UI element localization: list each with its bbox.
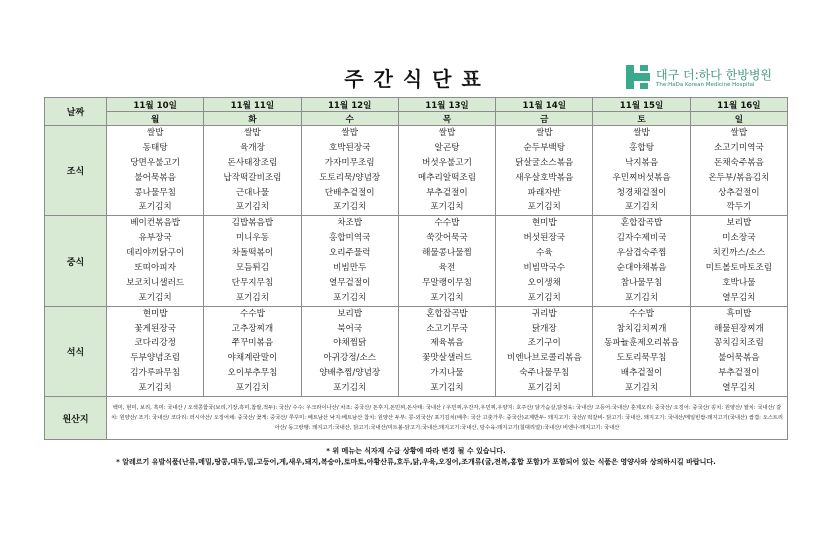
- meal-row: [45, 306, 788, 396]
- menu-item: 차돌떡볶이: [231, 248, 274, 259]
- menu-item: 단배추겉절이: [324, 187, 375, 198]
- menu-item: 흑미밥: [726, 308, 752, 319]
- menu-item: 육개장: [239, 142, 265, 153]
- menu-item: 포기김치: [527, 383, 561, 394]
- menu-item: 새우살호박볶음: [515, 172, 574, 183]
- day-header: 화: [204, 112, 301, 126]
- weekly-menu-table: [44, 97, 788, 440]
- menu-item: 불어묵볶음: [718, 353, 760, 364]
- menu-item: 혼합잡곡밥: [620, 218, 663, 229]
- meal-cell: [107, 216, 204, 306]
- meal-label: 조식: [45, 126, 107, 216]
- day-header: 수: [301, 112, 398, 126]
- hospital-cross-icon: [626, 65, 650, 89]
- menu-item: 두부양념조림: [130, 353, 181, 364]
- menu-item: 순대야채볶음: [616, 263, 667, 274]
- menu-item: 쌀밥: [633, 128, 650, 138]
- menu-item: 열무김치: [722, 383, 756, 394]
- menu-item: 청경채겉절이: [616, 187, 667, 198]
- menu-item: 도토리묵무침: [616, 353, 667, 364]
- menu-item: 숙주나물무침: [519, 368, 570, 379]
- menu-item: 참나물무침: [620, 277, 663, 288]
- day-header: 금: [496, 112, 593, 126]
- day-header: 월: [107, 112, 204, 126]
- menu-item: 알곤탕: [434, 142, 460, 153]
- menu-item: 우민찌버섯볶음: [612, 172, 671, 183]
- origin-label: 원산지: [45, 397, 107, 440]
- menu-item: 포기김치: [138, 383, 172, 394]
- page-title: 주간식단표: [344, 67, 491, 91]
- menu-item: 홍합미역국: [328, 233, 371, 244]
- menu-item: 야채찜닭: [333, 338, 367, 349]
- menu-item: 상추겉절이: [718, 187, 760, 198]
- notice-line-2: * 알레르기 유발식품(난류,메밀,땅콩,대두,밀,고등어,게,새우,돼지,복숭아,토마토,아황산류,호두,닭,우육,오징어,조개류(굴,전복,홍합 포함)가 포함되어 있는 식품은 영양사와 상의하시길 바랍니다.: [116, 458, 716, 466]
- menu-item: 보리밥: [337, 308, 363, 319]
- origin-text: 백미, 현미, 보리, 흑미: 국내산 / 오색콩함국(보리,기장,흑미,찹쌀,적두): 국산/ 수수: 우크라이나산/ 차조: 중국산/ 돈후지,돈민찌,돈사태: 국내산 / 우민찌,우잔각,우민찌,우양지: 호주산/ 닭가슴살,닭정육: 국내산/ 고등어:국내산/ 훈제오리: 중국산/ 오징어: 중국산/ 꽁치: 원양산/ 쌀치: 국내산/ 갈치: 원양산/ 조기: 국내산/ 코다리: 러시아산/ 오징어채: 중국산/ 꽃게: 중국산/ 쭈꾸미: 베트남산 낙지:베트남산 참치: 원양산 두부: 콩-외국산/ 포기김치(배추: 국산 고춧가루: 중국산)교제반두- 돼지고기: 국산// 떡갈비- 닭고기: 국내산, 돼지고기: 국내산/메일빈쌈-돼지고기(국내산) 쌈겹: 오스트리아산/ 동그랑땡: 돼지고기:국내산, 닭고기:국내산/미트볼-닭고기:국내산,돼지고기:국내산, 탕수육-돼지고기(칠대리얼):국내산/ 비엔나-돼지고기: 국내산: [107, 397, 788, 440]
- menu-item: 도토리묵/양념장: [319, 172, 381, 183]
- day-header: 목: [398, 112, 495, 126]
- menu-item: 참치김치찌개: [616, 323, 667, 334]
- menu-item: 꽃게된장국: [134, 323, 176, 334]
- menu-item: 차조밥: [337, 218, 363, 229]
- origin-row: [45, 397, 788, 440]
- menu-item: 온두부/볶음김치: [708, 172, 770, 183]
- meal-label: 중식: [45, 216, 107, 306]
- menu-item: 양배추찜/양념장: [319, 368, 381, 379]
- menu-item: 소고기미역국: [713, 142, 764, 153]
- meal-row: [45, 216, 788, 306]
- menu-item: 혼합잡곡밥: [426, 308, 468, 319]
- date-header: 11월 12일: [301, 98, 398, 112]
- menu-item: 조기구이: [527, 338, 561, 349]
- meal-cell: [301, 306, 398, 396]
- menu-item: 포기김치: [624, 292, 659, 303]
- menu-item: 보리밥: [726, 218, 752, 229]
- date-header-row: [45, 98, 788, 112]
- menu-item: 닭살굴소스볶음: [515, 157, 574, 168]
- menu-item: 포기김치: [430, 202, 464, 213]
- menu-item: 보코치니샐러드: [126, 277, 185, 288]
- meal-cell: [593, 306, 690, 396]
- menu-item: 쌀밥: [535, 128, 553, 138]
- day-header-row: [45, 112, 788, 126]
- meal-cell: [398, 306, 495, 396]
- menu-item: 버섯된장국: [523, 233, 566, 244]
- menu-item: 포기김치: [527, 292, 561, 303]
- menu-item: 꽃맛살샐러드: [422, 353, 472, 364]
- menu-item: 제육볶음: [430, 338, 464, 349]
- menu-item: 꽁치김치조림: [713, 338, 764, 349]
- menu-item: 고추장찌개: [231, 323, 274, 334]
- hospital-name: 대구 더:하다 한방병원: [656, 68, 773, 82]
- menu-item: 김밥볶음밥: [231, 218, 274, 229]
- menu-item: 납작떡갈비조림: [223, 172, 282, 183]
- menu-item: 북어국: [337, 323, 363, 334]
- date-header: 11월 10일: [107, 98, 204, 112]
- menu-item: 오이부추무침: [227, 368, 278, 379]
- date-header: 11월 14일: [496, 98, 593, 112]
- meal-cell: [593, 126, 690, 216]
- menu-item: 쑥갓어묵국: [426, 233, 468, 244]
- menu-item: 파래자반: [527, 187, 561, 198]
- menu-item: 포기김치: [624, 383, 659, 394]
- menu-item: 현미밥: [531, 218, 557, 229]
- menu-item: 호박나물: [722, 277, 756, 288]
- menu-item: 가지나물: [430, 368, 464, 379]
- menu-item: 동태탕: [142, 142, 168, 153]
- menu-item: 야채계란말이: [227, 353, 278, 364]
- menu-item: 포기김치: [235, 292, 270, 303]
- meal-cell: [496, 126, 593, 216]
- menu-item: 포기김치: [430, 292, 464, 303]
- menu-item: 수육: [535, 248, 553, 259]
- menu-item: 비빔만두: [333, 263, 367, 274]
- menu-item: 돈사태장조림: [227, 157, 278, 168]
- meal-cell: [301, 126, 398, 216]
- meal-cell: [107, 126, 204, 216]
- menu-item: 부추겉절이: [718, 368, 760, 379]
- meal-label: 석식: [45, 306, 107, 396]
- menu-item: 부추겉절이: [426, 187, 468, 198]
- menu-item: 귀리밥: [531, 308, 557, 319]
- meal-row: [45, 126, 788, 216]
- menu-item: 데리야끼닭구이: [126, 248, 185, 259]
- meal-cell: [398, 216, 495, 306]
- menu-item: 쌀밥: [244, 128, 261, 138]
- menu-item: 포기김치: [138, 202, 172, 213]
- menu-item: 무말랭이무침: [422, 277, 472, 288]
- menu-item: 쌀밥: [730, 128, 748, 138]
- menu-item: 단무지무침: [231, 277, 274, 288]
- meal-cell: [398, 126, 495, 216]
- menu-item: 우삼겹숙주찜: [616, 248, 667, 259]
- menu-item: 닭개장: [531, 323, 557, 334]
- menu-item: 불어묵볶음: [134, 172, 176, 183]
- menu-item: 해물콩나물찜: [422, 248, 472, 259]
- menu-item: 미니우동: [235, 233, 270, 244]
- date-column-header: 날짜: [45, 98, 107, 126]
- menu-item: 버섯우불고기: [422, 157, 472, 168]
- meal-cell: [301, 216, 398, 306]
- menu-item: 포기김치: [235, 202, 270, 213]
- menu-item: 육전: [438, 263, 456, 274]
- menu-item: 수수밥: [434, 218, 460, 229]
- meal-cell: [496, 306, 593, 396]
- menu-item: 모듬튀김: [235, 263, 270, 274]
- menu-item: 낙지볶음: [624, 157, 659, 168]
- date-header: 11월 13일: [398, 98, 495, 112]
- menu-item: 소고기무국: [426, 323, 468, 334]
- menu-item: 호박된장국: [328, 142, 371, 153]
- menu-item: 동파뉼훈제오리볶음: [604, 338, 679, 349]
- date-header: 11월 11일: [204, 98, 301, 112]
- menu-item: 콩나물무침: [134, 187, 176, 198]
- hospital-subtitle: The:HaDa Korean Medicine Hospital: [656, 82, 755, 88]
- menu-item: 수수밥: [239, 308, 265, 319]
- menu-item: 돈채숙주볶음: [713, 157, 764, 168]
- menu-item: 치킨까스/소스: [712, 248, 766, 259]
- menu-item: 포기김치: [333, 202, 367, 213]
- menu-item: 수수밥: [629, 308, 654, 319]
- menu-item: 베이컨볶음밥: [130, 218, 181, 229]
- menu-item: 열무김치: [722, 292, 756, 303]
- meal-cell: [496, 216, 593, 306]
- menu-item: 홍합탕: [629, 142, 654, 153]
- date-header: 11월 16일: [690, 98, 787, 112]
- menu-item: 포기김치: [624, 202, 659, 213]
- menu-item: 메추리알떡조림: [417, 172, 477, 183]
- menu-item: 깍두기: [726, 202, 752, 213]
- menu-item: 오리주물럭: [328, 248, 371, 259]
- menu-item: 근대나물: [235, 187, 270, 198]
- menu-item: 쭈꾸미볶음: [231, 338, 274, 349]
- menu-item: 오이생채: [527, 277, 561, 288]
- meal-cell: [690, 126, 787, 216]
- menu-item: 가자미무조림: [324, 157, 375, 168]
- meal-cell: [204, 216, 301, 306]
- menu-item: 배추겉절이: [620, 368, 663, 379]
- menu-item: 포기김치: [527, 202, 561, 213]
- menu-item: 유부장국: [138, 233, 172, 244]
- menu-notice: [44, 446, 788, 468]
- menu-item: 쌀밥: [438, 128, 456, 138]
- menu-item: 포기김치: [333, 292, 367, 303]
- menu-item: 현미밥: [142, 308, 168, 319]
- menu-item: 당면우불고기: [130, 157, 181, 168]
- menu-item: 포기김치: [430, 383, 464, 394]
- meal-cell: [204, 126, 301, 216]
- meal-cell: [690, 306, 787, 396]
- menu-item: 비엔나브로콜리볶음: [506, 353, 582, 364]
- meal-cell: [204, 306, 301, 396]
- menu-item: 미소장국: [722, 233, 756, 244]
- menu-item: 열무겉절이: [328, 277, 371, 288]
- menu-item: 비빔막국수: [523, 263, 566, 274]
- meal-cell: [593, 216, 690, 306]
- menu-item: 쌀밥: [146, 128, 164, 138]
- meal-cell: [107, 306, 204, 396]
- menu-item: 미트볼토마토조림: [705, 263, 773, 274]
- meal-cell: [690, 216, 787, 306]
- menu-item: 김가루파무침: [130, 368, 181, 379]
- menu-item: 아귀강정/소스: [323, 353, 377, 364]
- day-header: 일: [690, 112, 787, 126]
- notice-line-1: * 위 메뉴는 식자재 수급 상황에 따라 변경 될 수 있습니다.: [326, 447, 506, 455]
- menu-item: 해물된장찌개: [713, 323, 764, 334]
- menu-item: 김자수제비국: [616, 233, 667, 244]
- menu-item: 포기김치: [333, 383, 367, 394]
- menu-item: 포기김치: [235, 383, 270, 394]
- menu-item: 코다리강정: [134, 338, 176, 349]
- date-header: 11월 15일: [593, 98, 690, 112]
- menu-item: 쌀밥: [341, 128, 358, 138]
- day-header: 토: [593, 112, 690, 126]
- hospital-logo: [626, 65, 796, 95]
- menu-item: 또띠아피자: [134, 263, 176, 274]
- menu-item: 순두부백탕: [523, 142, 566, 153]
- menu-item: 포기김치: [138, 292, 172, 303]
